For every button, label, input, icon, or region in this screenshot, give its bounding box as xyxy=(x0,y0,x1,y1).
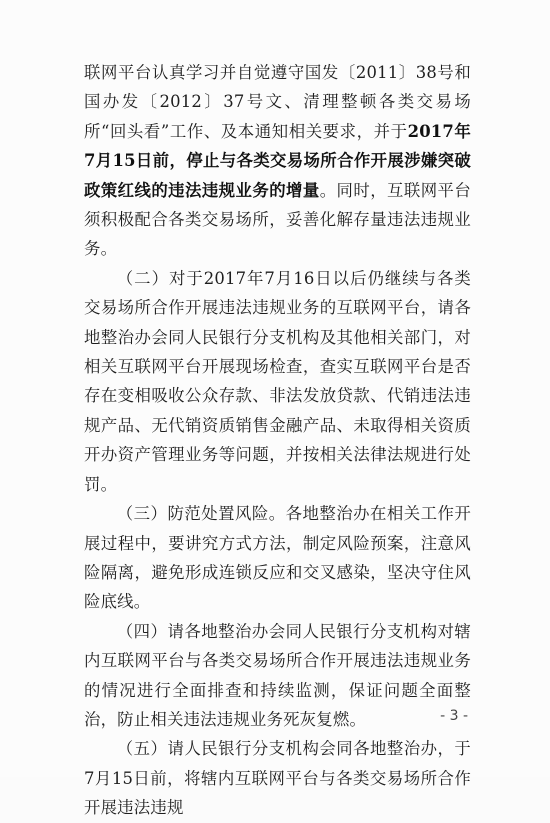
paragraph-2: （二）对于2017年7月16日以后仍继续与各类交易场所合作开展违法违规业务的互联网平台，请各地整治办会同人民银行分支机构及其他相关部门，对相关互联网平台开展现场检查，查实互联网平台是否存在变相吸收公众存款、非法发放贷款、代销违法违规产品、无代销资质销售金融产品、未取得相关资质开办资产管理业务等问题，并按相关法律法规进行处罚。 xyxy=(84,268,471,494)
document-body xyxy=(84,58,471,823)
paragraph-1-text-b: 。同时，互联网平台须积极配合各类交易场所，妥善化解存量违法违规业务。 xyxy=(84,180,471,259)
paragraph-1-bold-text: 2017年7月15日前，停止与各类交易场所合作开展涉嫌突破政策红线的违法违规业务的增量 xyxy=(84,121,471,200)
page-number: - 3 - xyxy=(440,708,468,724)
paragraph-5: （五）请人民银行分支机构会同各地整治办，于7月15日前，将辖内互联网平台与各类交易场所合作开展违法违规 xyxy=(84,739,471,818)
paragraph-3: （三）防范处置风险。各地整治办在相关工作开展过程中，要讲究方式方法，制定风险预案，注意风险隔离，避免形成连锁反应和交叉感染，坚决守住风险底线。 xyxy=(84,504,471,612)
paragraph-1 xyxy=(84,58,471,264)
paragraph-1-text-a: 联网平台认真学习并自觉遵守国发〔2011〕38号和国办发〔2012〕37号文、清理整顿各类交易场所“回头看”工作、及本通知相关要求，并于 xyxy=(84,63,471,141)
paragraph-4: （四）请各地整治办会同人民银行分支机构对辖内互联网平台与各类交易场所合作开展违法违规业务的情况进行全面排查和持续监测，保证问题全面整治，防止相关违法违规业务死灰复燃。 xyxy=(84,621,471,729)
